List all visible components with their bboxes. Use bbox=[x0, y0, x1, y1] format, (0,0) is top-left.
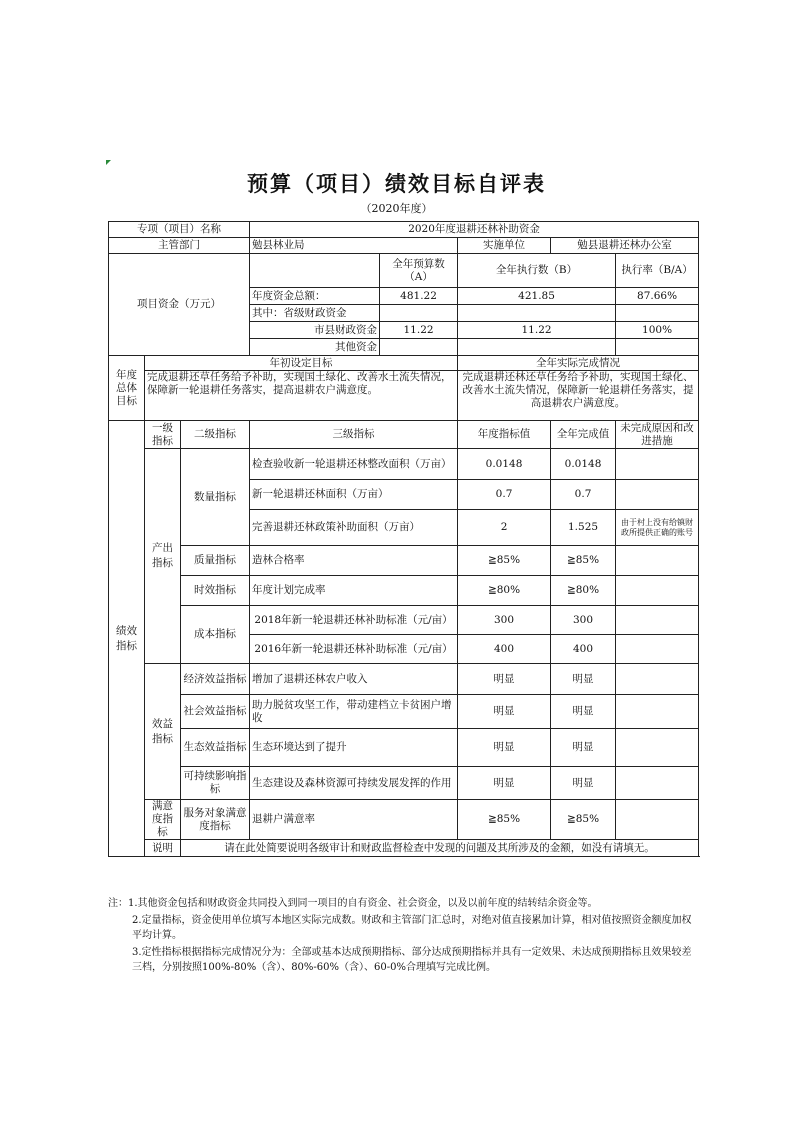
indicator-target: ≧80% bbox=[458, 576, 551, 606]
indicator-actual: 明显 bbox=[551, 767, 616, 800]
indicator-target: 明显 bbox=[458, 729, 551, 767]
funds-row-budget: 11.22 bbox=[380, 322, 458, 339]
funds-row-budget bbox=[380, 339, 458, 356]
funds-row-label: 其中：省级财政资金 bbox=[250, 305, 380, 322]
impl-value: 勉县退耕还林办公室 bbox=[551, 238, 699, 254]
indicator-row bbox=[109, 449, 699, 480]
indicator-reason bbox=[616, 695, 699, 729]
funds-row-budget bbox=[380, 305, 458, 322]
funds-row-exec: 421.85 bbox=[458, 288, 616, 305]
indicator-name: 年度计划完成率 bbox=[250, 576, 458, 606]
indicator-reason: 由于村上没有给镇财政所提供正确的账号 bbox=[616, 510, 699, 546]
indicator-target: 2 bbox=[458, 510, 551, 546]
indicator-name: 2016年新一轮退耕还林补助标准（元/亩） bbox=[250, 635, 458, 664]
quantity-label: 数量指标 bbox=[181, 449, 250, 546]
indicator-target: 0.0148 bbox=[458, 449, 551, 480]
goals-text-row bbox=[109, 371, 699, 421]
funds-row-exec: 11.22 bbox=[458, 322, 616, 339]
indicator-row bbox=[109, 576, 699, 606]
indicator-name: 检查验收新一轮退耕还林整改面积（万亩） bbox=[250, 449, 458, 480]
cost-label: 成本指标 bbox=[181, 606, 250, 664]
indicator-reason bbox=[616, 576, 699, 606]
quality-label: 质量指标 bbox=[181, 546, 250, 576]
funds-row-label: 年度资金总额： bbox=[250, 288, 380, 305]
col-level3: 三级指标 bbox=[250, 421, 458, 449]
eco-label: 生态效益指标 bbox=[181, 729, 250, 767]
satisfaction-label: 满意度指标 bbox=[145, 800, 181, 840]
indicator-name: 新一轮退耕还林面积（万亩） bbox=[250, 480, 458, 510]
funds-row-exec bbox=[458, 339, 616, 356]
funds-row-rate: 87.66% bbox=[616, 288, 699, 305]
indicator-target: 明显 bbox=[458, 767, 551, 800]
dept-row bbox=[109, 238, 699, 254]
corner-mark bbox=[106, 160, 111, 165]
indicator-reason bbox=[616, 480, 699, 510]
dept-value: 勉县林业局 bbox=[250, 238, 458, 254]
indicator-row bbox=[109, 546, 699, 576]
indicator-actual: 明显 bbox=[551, 695, 616, 729]
sustain-label: 可持续影响指标 bbox=[181, 767, 250, 800]
indicator-name: 退耕户满意率 bbox=[250, 800, 458, 840]
indicator-row bbox=[109, 695, 699, 729]
indicator-row bbox=[109, 729, 699, 767]
year-subtitle: （2020年度） bbox=[360, 202, 433, 215]
indicator-target: 明显 bbox=[458, 695, 551, 729]
indicator-name: 增加了退耕还林农户收入 bbox=[250, 664, 458, 695]
indicator-reason bbox=[616, 767, 699, 800]
indicator-actual: ≧85% bbox=[551, 546, 616, 576]
funds-row-exec bbox=[458, 305, 616, 322]
indicator-reason bbox=[616, 606, 699, 635]
benefit-label: 效益指标 bbox=[145, 664, 181, 800]
funds-row-label: 市县财政资金 bbox=[250, 322, 380, 339]
indicator-row bbox=[109, 664, 699, 695]
indicator-reason bbox=[616, 664, 699, 695]
project-name-row bbox=[109, 222, 699, 238]
impl-label: 实施单位 bbox=[458, 238, 551, 254]
indicator-target: 0.7 bbox=[458, 480, 551, 510]
indicator-actual: ≧85% bbox=[551, 800, 616, 840]
footnotes bbox=[108, 896, 698, 977]
indicator-actual: 0.7 bbox=[551, 480, 616, 510]
goals-actual-text: 完成退耕还林还草任务给予补助，实现国土绿化、改善水土流失情况，保障新一轮退耕任务落实，提高退耕农户满意度。 bbox=[458, 371, 699, 421]
explain-text: 请在此处简要说明各级审计和财政监督检查中发现的问题及其所涉及的金额，如没有请填无。 bbox=[181, 840, 699, 857]
col-level1: 一级指标 bbox=[145, 421, 181, 449]
econ-label: 经济效益指标 bbox=[181, 664, 250, 695]
indicator-name: 生态环境达到了提升 bbox=[250, 729, 458, 767]
indicator-actual: 300 bbox=[551, 606, 616, 635]
goals-plan-header: 年初设定目标 bbox=[145, 356, 458, 371]
funds-row-rate: 100% bbox=[616, 322, 699, 339]
goals-label: 年度总体目标 bbox=[109, 356, 145, 421]
goals-header-row bbox=[109, 356, 699, 371]
indicator-target: ≧85% bbox=[458, 800, 551, 840]
satisfaction-level2-label: 服务对象满意度指标 bbox=[181, 800, 250, 840]
indicators-label: 绩效指标 bbox=[109, 421, 145, 857]
funds-col-rate: 执行率（B/A） bbox=[616, 254, 699, 288]
goals-actual-header: 全年实际完成情况 bbox=[458, 356, 699, 371]
explain-label: 说明 bbox=[145, 840, 181, 857]
col-reason: 未完成原因和改进措施 bbox=[616, 421, 699, 449]
col-actual: 全年完成值 bbox=[551, 421, 616, 449]
indicator-reason bbox=[616, 635, 699, 664]
output-label: 产出指标 bbox=[145, 449, 181, 664]
indicator-row bbox=[109, 767, 699, 800]
self-evaluation-table bbox=[108, 221, 699, 857]
indicator-row bbox=[109, 800, 699, 840]
indicator-actual: 明显 bbox=[551, 729, 616, 767]
funds-col-exec: 全年执行数（B） bbox=[458, 254, 616, 288]
funds-row-rate bbox=[616, 305, 699, 322]
indicator-reason bbox=[616, 800, 699, 840]
indicators-header-row bbox=[109, 421, 699, 449]
explain-row bbox=[109, 840, 699, 857]
indicator-name: 完善退耕还林政策补助面积（万亩） bbox=[250, 510, 458, 546]
social-label: 社会效益指标 bbox=[181, 695, 250, 729]
funds-label: 项目资金（万元） bbox=[109, 254, 250, 356]
funds-row-label: 其他资金 bbox=[250, 339, 380, 356]
indicator-target: ≧85% bbox=[458, 546, 551, 576]
indicator-name: 造林合格率 bbox=[250, 546, 458, 576]
indicator-reason bbox=[616, 546, 699, 576]
indicator-name: 2018年新一轮退耕还林补助标准（元/亩） bbox=[250, 606, 458, 635]
funds-row-rate bbox=[616, 339, 699, 356]
time-label: 时效指标 bbox=[181, 576, 250, 606]
project-name-value: 2020年度退耕还林补助资金 bbox=[250, 222, 699, 238]
indicator-name: 生态建设及森林资源可持续发展发挥的作用 bbox=[250, 767, 458, 800]
footnote: 注：1.其他资金包括和财政资金共同投入到同一项目的自有资金、社会资金，以及以前年度的结转结余资金等。 bbox=[108, 898, 598, 909]
col-level2: 二级指标 bbox=[181, 421, 250, 449]
indicator-target: 明显 bbox=[458, 664, 551, 695]
col-target: 年度指标值 bbox=[458, 421, 551, 449]
indicator-target: 300 bbox=[458, 606, 551, 635]
indicator-actual: 0.0148 bbox=[551, 449, 616, 480]
page-title: 预算（项目）绩效目标自评表 bbox=[247, 171, 546, 196]
footnote: 3.定性指标根据指标完成情况分为：全部或基本达成预期指标、部分达成预期指标并具有一定效果、未达成预期指标且效果较差三档，分别按照100%-80%（含）、80%-60%（含）、60-0%合理填写完成比例。 bbox=[132, 947, 692, 973]
funds-row-budget: 481.22 bbox=[380, 288, 458, 305]
indicator-target: 400 bbox=[458, 635, 551, 664]
goals-plan-text: 完成退耕还草任务给予补助，实现国土绿化、改善水土流失情况，保障新一轮退耕任务落实，提高退耕农户满意度。 bbox=[145, 371, 458, 421]
indicator-reason bbox=[616, 449, 699, 480]
indicator-name: 助力脱贫攻坚工作，带动建档立卡贫困户增收 bbox=[250, 695, 458, 729]
dept-label: 主管部门 bbox=[109, 238, 250, 254]
indicator-reason bbox=[616, 729, 699, 767]
project-name-label: 专项（项目）名称 bbox=[109, 222, 250, 238]
indicator-row bbox=[109, 606, 699, 635]
indicator-actual: ≧80% bbox=[551, 576, 616, 606]
indicator-actual: 400 bbox=[551, 635, 616, 664]
indicator-actual: 明显 bbox=[551, 664, 616, 695]
footnote: 2.定量指标，资金使用单位填写本地区实际完成数。财政和主管部门汇总时，对绝对值直接累加计算，相对值按照资金额度加权平均计算。 bbox=[132, 915, 692, 941]
funds-col-budget: 全年预算数（A） bbox=[380, 254, 458, 288]
indicator-actual: 1.525 bbox=[551, 510, 616, 546]
funds-header-row bbox=[109, 254, 699, 288]
